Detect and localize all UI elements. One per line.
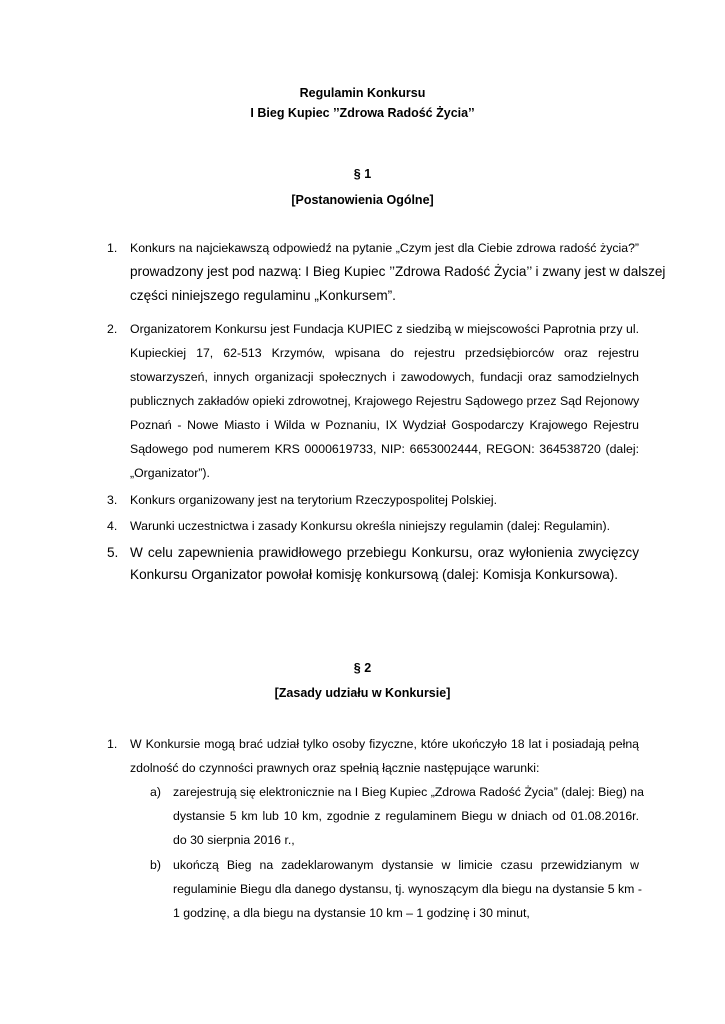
item-line: prowadzony jest pod nazwą: I Bieg Kupiec ’’Zdrowa Radość Życia’’ i zwany jest w dalszej [130,264,666,279]
section2-number: § 2 [353,661,372,675]
item-line: stowarzyszeń, innych organizacji społecznych i zawodowych, fundacji oraz samodzielnych [130,370,639,384]
item-line: „Organizator”). [130,466,210,480]
item-line: Konkursu Organizator powołał komisję konkursową (dalej: Komisja Konkursowa). [130,567,619,582]
item-number: 5. [107,545,119,560]
subitem-line: do 30 sierpnia 2016 r., [173,833,295,847]
item-line: W celu zapewnienia prawidłowego przebiegu Konkursu, oraz wyłonienia zwycięzcy [130,545,639,560]
section2-heading: [Zasady udziału w Konkursie] [274,686,451,700]
section1-heading: [Postanowienia Ogólne] [291,193,434,207]
item-line: Sądowego pod numerem KRS 0000619733, NIP: 6653002444, REGON: 364538720 (dalej: [130,442,639,456]
document-title-line2: I Bieg Kupiec ’’Zdrowa Radość Życia’’ [250,106,475,120]
subitem-label: a) [150,785,161,799]
item-line: Warunki uczestnictwa i zasady Konkursu określa niniejszy regulamin (dalej: Regulamin). [130,519,611,533]
item-number: 4. [107,519,118,533]
item-line: Konkurs na najciekawszą odpowiedź na pytanie „Czym jest dla Ciebie zdrowa radość życia?” [130,241,639,255]
subitem-line: dystansie 5 km lub 10 km, zgodnie z regulaminem Biegu w dniach od 01.08.2016r. [173,809,639,823]
item-line: Poznań - Nowe Miasto i Wilda w Poznaniu, IX Wydział Gospodarczy Krajowego Rejestru [130,418,639,432]
subitem-line: 1 godzinę, a dla biegu na dystansie 10 km – 1 godzinę i 30 minut, [173,906,530,920]
item-number: 3. [107,493,118,507]
subitem-line: regulaminie Biegu dla danego dystansu, tj. wynoszącym dla biegu na dystansie 5 km - [173,882,642,896]
item-line: Konkurs organizowany jest na terytorium Rzeczypospolitej Polskiej. [130,493,498,507]
item-number: 1. [107,241,118,255]
item-line: publicznych zakładów opieki zdrowotnej, Krajowego Rejestru Sądowego przez Sąd Rejonowy [130,394,640,408]
subitem-label: b) [150,858,161,872]
document-title-line1: Regulamin Konkursu [299,86,426,100]
subitem-line: ukończą Bieg na zadeklarowanym dystansie w limicie czasu przewidzianym w [173,858,639,872]
item-number: 1. [107,737,118,751]
subitem-line: zarejestrują się elektronicznie na I Bieg Kupiec „Zdrowa Radość Życia” (dalej: Bieg) na [173,785,644,799]
item-number: 2. [107,322,118,336]
item-line: zdolność do czynności prawnych oraz spełnią łącznie następujące warunki: [130,761,540,775]
item-line: Kupieckiej 17, 62-513 Krzymów, wpisana do rejestru przedsiębiorców oraz rejestru [130,346,639,360]
item-line: Organizatorem Konkursu jest Fundacja KUPIEC z siedzibą w miejscowości Paprotnia przy ul. [130,322,639,336]
section1-number: § 1 [353,167,372,181]
item-line: części niniejszego regulaminu „Konkursem”. [130,288,396,303]
item-line: W Konkursie mogą brać udział tylko osoby fizyczne, które ukończyło 18 lat i posiadają pełną [130,737,639,751]
